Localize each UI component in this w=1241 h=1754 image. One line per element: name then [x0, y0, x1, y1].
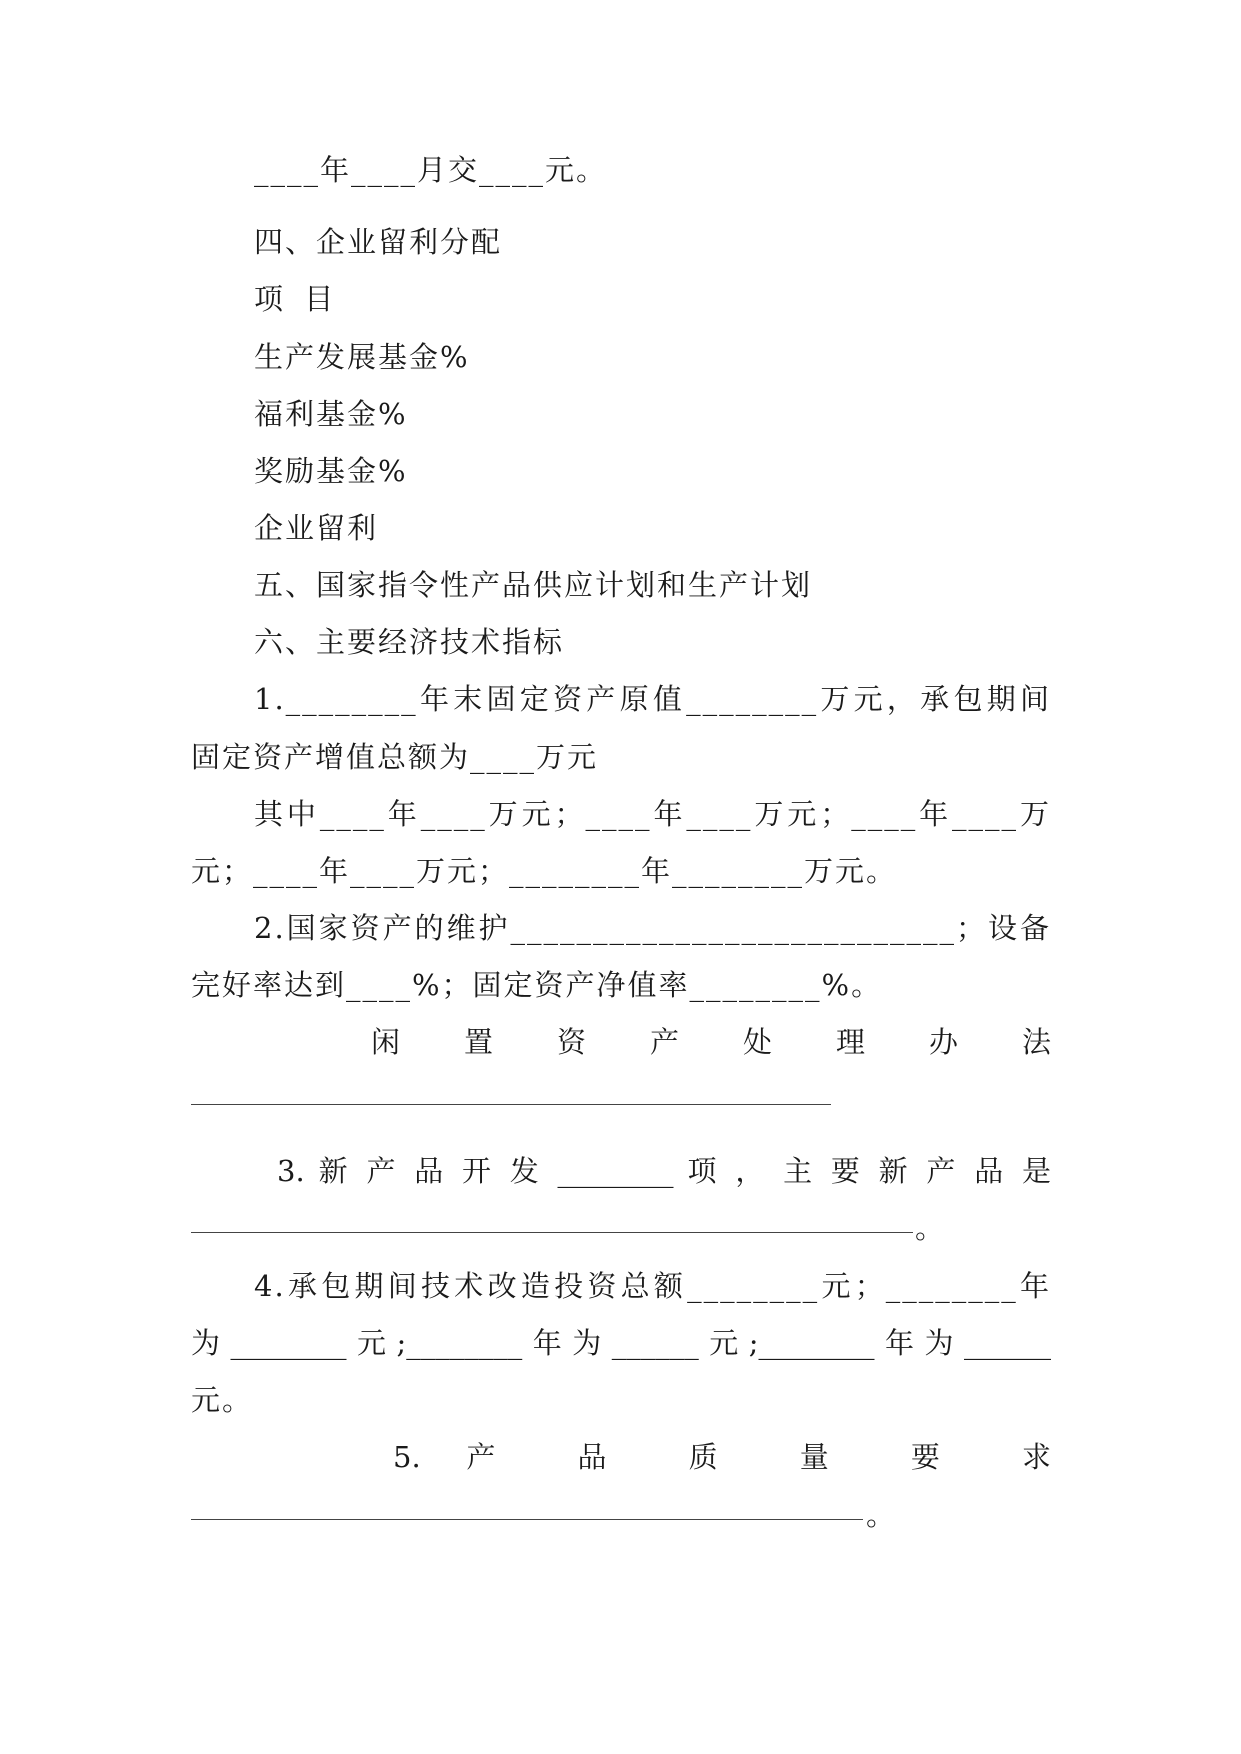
text-line: 。 — [915, 1211, 947, 1245]
blank-line — [191, 1104, 831, 1105]
text-line: 其中____年____万元；____年____万元；____年____万 — [254, 797, 1051, 831]
text-line: 企业留利 — [254, 511, 379, 545]
text-line: 。 — [866, 1498, 898, 1532]
blank-line — [191, 1519, 863, 1520]
text-line: 3. 新 产 品 开 发 ________ 项 ， 主 要 新 产 品 是 — [277, 1154, 1051, 1188]
text-line: 福利基金% — [254, 397, 408, 431]
text-line: 2.国家资产的维护___________________________；设备 — [254, 911, 1051, 945]
text-line: 元；____年____万元；________年________万元。 — [191, 854, 898, 888]
text-line: 完好率达到____%；固定资产净值率________%。 — [191, 968, 883, 1002]
blank-line — [191, 1232, 913, 1233]
text-line: 为________元;________年为______元;________年为______ — [191, 1326, 1051, 1360]
text-line: 元。 — [191, 1383, 254, 1417]
section-heading: 五、国家指令性产品供应计划和生产计划 — [254, 568, 813, 602]
text-line: 1.________年末固定资产原值________万元，承包期间 — [254, 682, 1051, 716]
text-line: ____年____月交____元。 — [254, 153, 608, 187]
text-line: 闲 置 资 产 处 理 办 法 — [371, 1025, 1051, 1059]
text-line: 生产发展基金% — [254, 340, 470, 374]
text-line: 5. 产 品 质 量 要 求 — [393, 1440, 1051, 1474]
text-line: 项 目 — [254, 282, 340, 316]
text-line: 奖励基金% — [254, 454, 408, 488]
section-heading: 六、主要经济技术指标 — [254, 625, 565, 659]
text-line: 固定资产增值总额为____万元 — [191, 740, 599, 774]
text-line: 4.承包期间技术改造投资总额________元；________年 — [254, 1269, 1051, 1303]
section-heading: 四、企业留利分配 — [254, 225, 503, 259]
